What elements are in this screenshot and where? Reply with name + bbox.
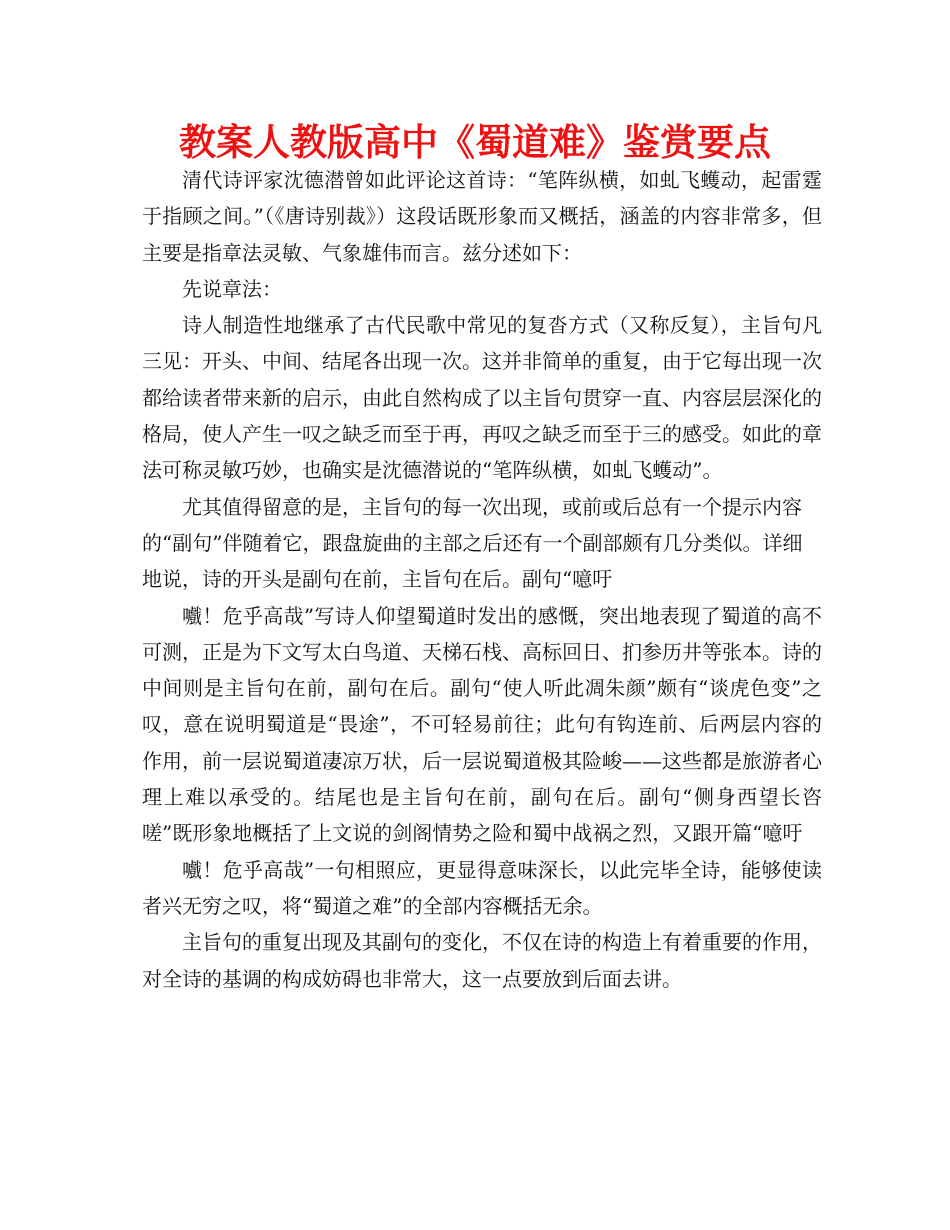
paragraph-conclusion: 主旨句的重复出现及其副句的变化，不仅在诗的构造上有着重要的作用，对全诗的基调的构成妨碍也非常大，这一点要放到后面去讲。 (142, 930, 822, 991)
document-body (142, 162, 822, 997)
paragraph-intro: 清代诗评家沈德潜曾如此评论这首诗：“笔阵纵横，如虬飞蠖动，起雷霆于指顾之间。”（《唐诗别裁》）这段话既形象而又概括，涵盖的内容非常多，但主要是指章法灵敏、气象雄伟而言。兹分述如下： (142, 168, 822, 265)
paragraph-analysis: 嚱！危乎高哉”写诗人仰望蜀道时发出的感慨，突出地表现了蜀道的高不可测，正是为下文写太白鸟道、天梯石栈、高标回日、扪参历井等张本。诗的中间则是主旨句在前，副句在后。副句“使人听此凋朱颜”颇有“谈虎色变”之叹，意在说明蜀道是“畏途”，不可轻易前往；此句有钩连前、后两层内容的作用，前一层说蜀道凄凉万状，后一层说蜀道极其险峻——这些都是旅游者心理上难以承受的。结尾也是主旨句在前，副句在后。副句“侧身西望长咨嗟”既形象地概括了上文说的剑阁情势之险和蜀中战祸之烈，又跟开篇“噫吁 (142, 603, 822, 846)
paragraph-repetition: 诗人制造性地继承了古代民歌中常见的复沓方式（又称反复），主旨句凡三见：开头、中间、结尾各出现一次。这并非简单的重复，由于它每出现一次都给读者带来新的启示，由此自然构成了以主旨句贯穿一直、内容层层深化的格局，使人产生一叹之缺乏而至于再，再叹之缺乏而至于三的感受。如此的章法可称灵敏巧妙，也确实是沈德潜说的“笔阵纵横，如虬飞蠖动”。 (142, 313, 822, 483)
paragraph-subsentence: 尤其值得留意的是，主旨句的每一次出现，或前或后总有一个提示内容的“副句”伴随着它，跟盘旋曲的主部之后还有一个副部颇有几分类似。详细地说，诗的开头是副句在前，主旨句在后。副句“噫吁 (142, 494, 803, 592)
paragraph-ending: 嚱！危乎高哉”一句相照应，更显得意味深长，以此完毕全诗，能够使读者兴无穷之叹，将“蜀道之难”的全部内容概括无余。 (142, 857, 822, 918)
document-title: 教案人教版高中《蜀道难》鉴赏要点 (179, 121, 771, 164)
paragraph-structure-heading: 先说章法： (182, 276, 282, 301)
